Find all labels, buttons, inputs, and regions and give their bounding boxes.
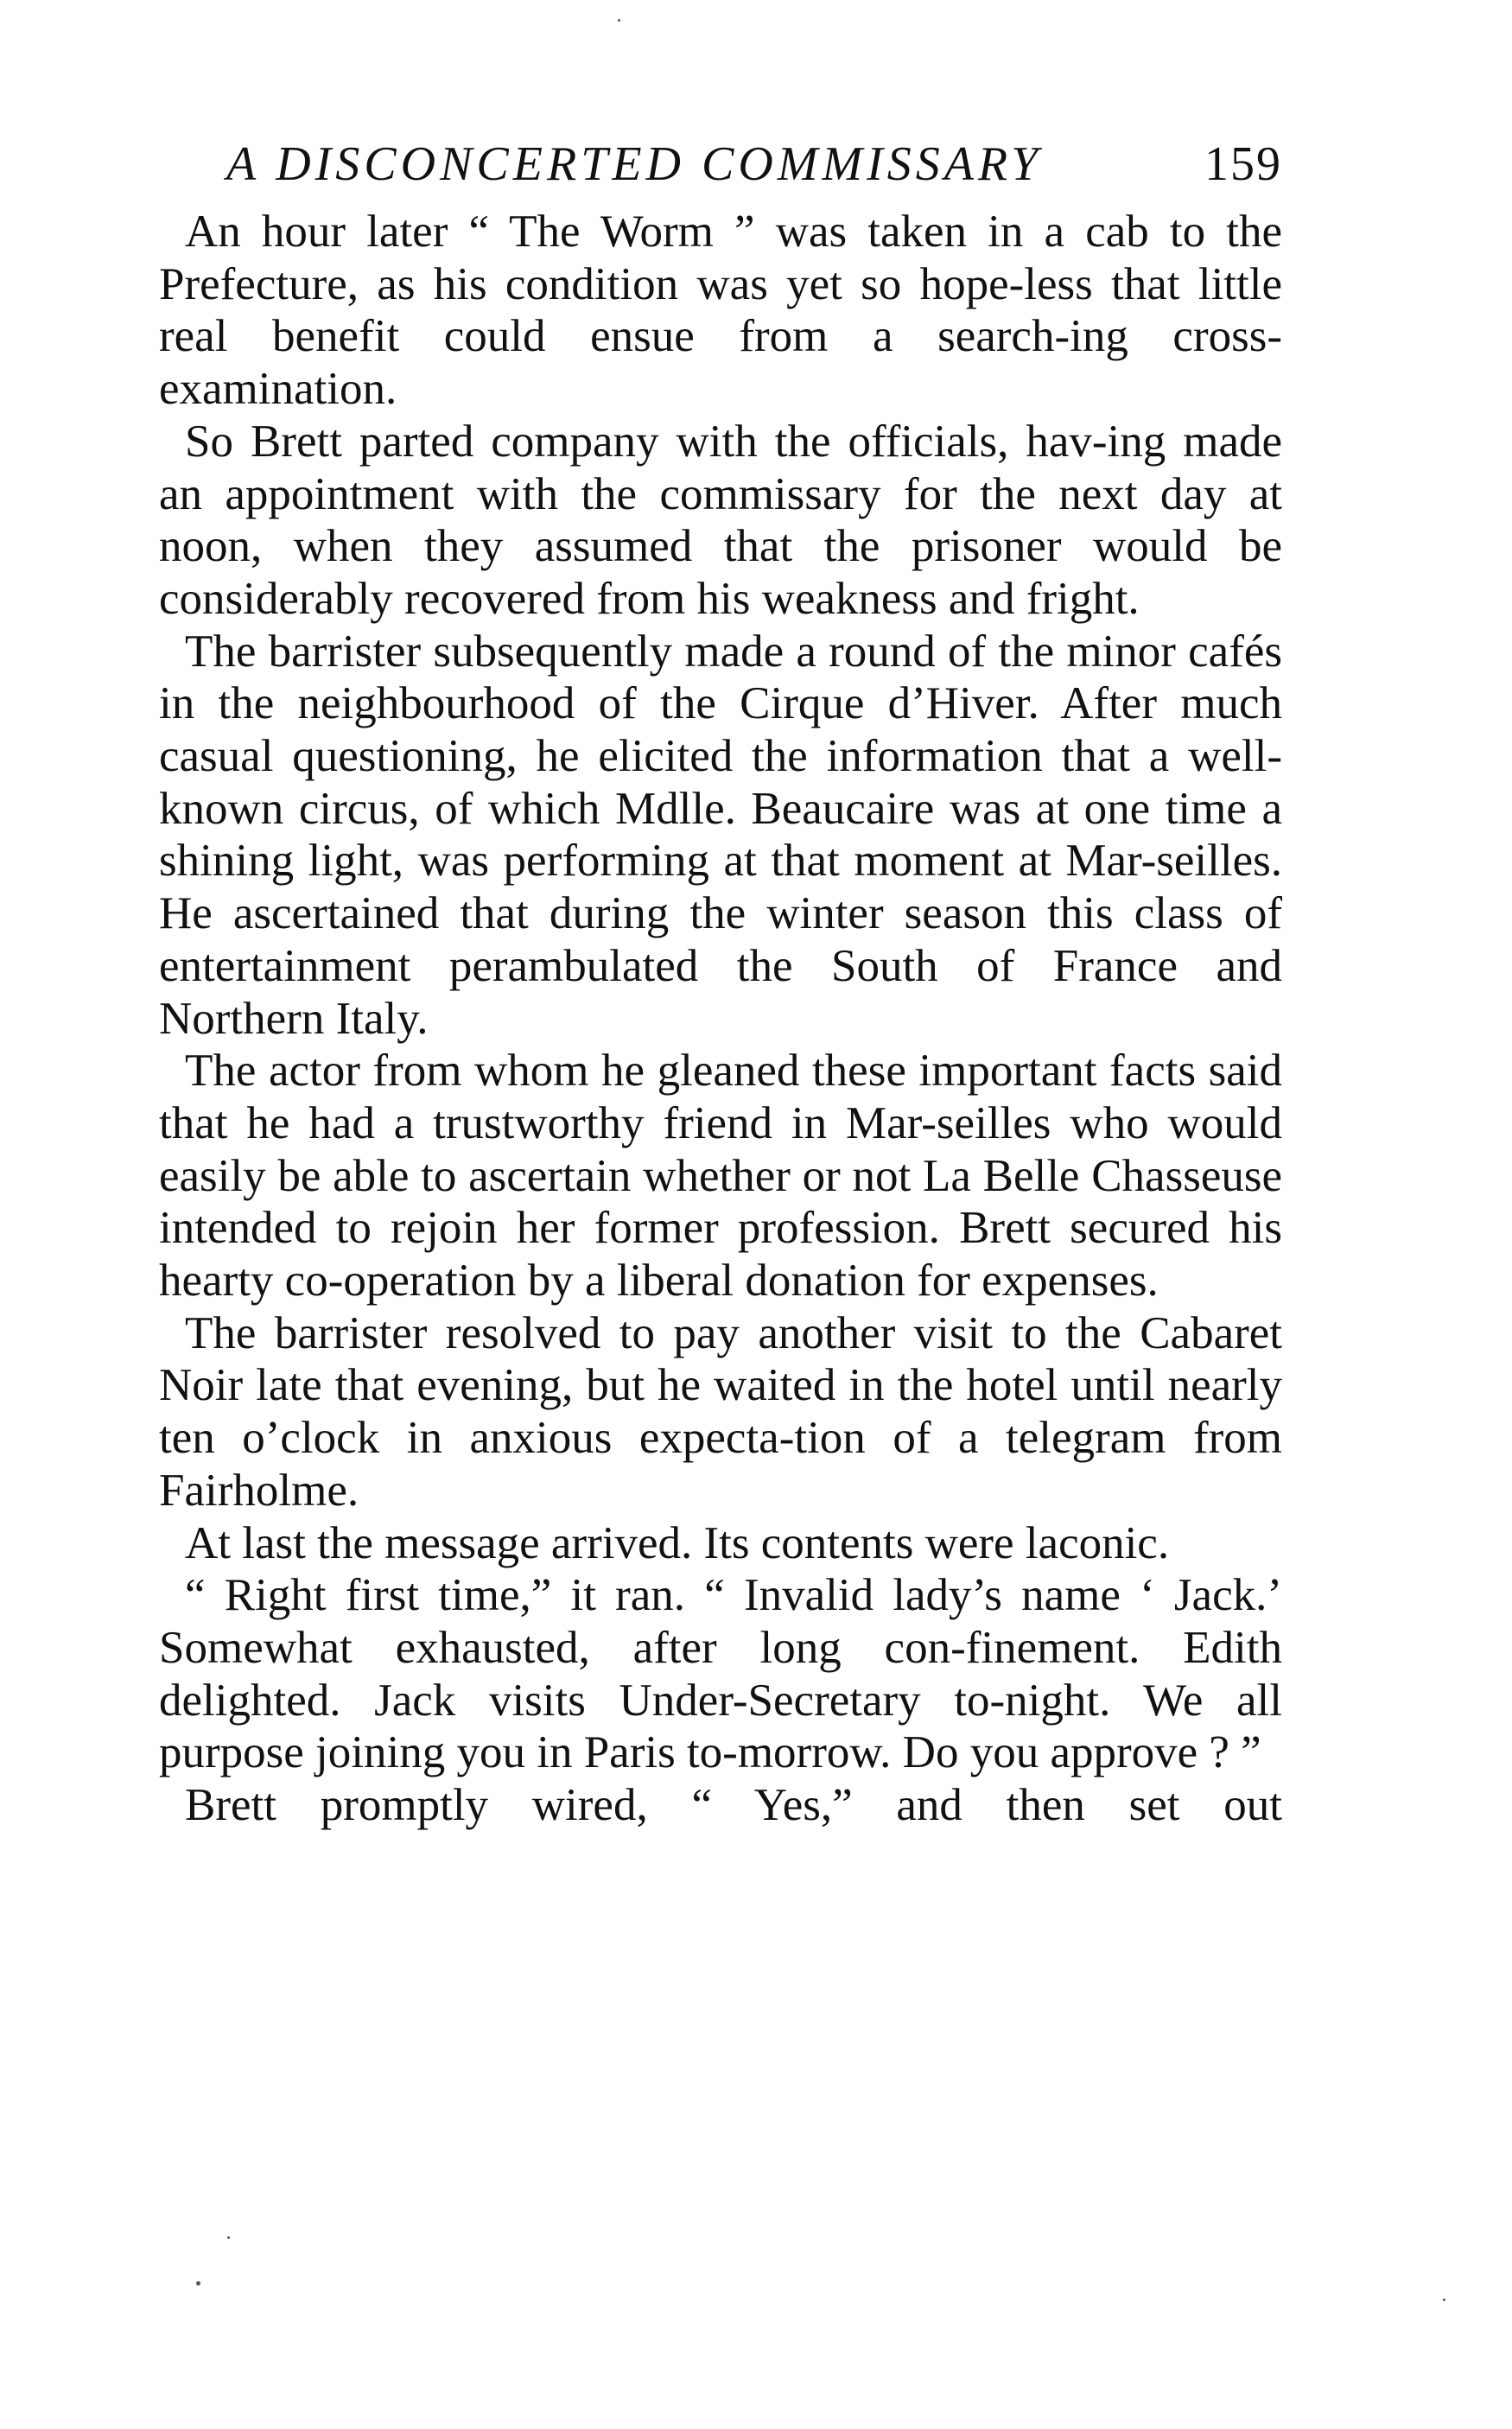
print-speck — [196, 2281, 200, 2286]
paragraph: The barrister subsequently made a round of the minor cafés in the neighbourhood of the Cirque d’Hiver. After much casual questioning, he elicited the information that a well-known circus, of which Mdlle. Beaucaire was at one time a shining light, was performing at that moment at Mar-seilles. He ascertained that during the winter season this class of entertainment perambulated the South of France and Northern Italy. — [159, 626, 1282, 1044]
paragraph: Brett promptly wired, “ Yes,” and then set out — [185, 1780, 1282, 1831]
paragraph: So Brett parted company with the officials, hav-ing made an appointment with the commissary for the next day at noon, when they assumed that the prisoner would be considerably recovered from his weakness and fright. — [159, 416, 1282, 624]
paragraph: An hour later “ The Worm ” was taken in a cab to the Prefecture, as his condition was yet so hope-less that little real benefit could ensue from a search-ing cross-examination. — [159, 207, 1282, 415]
running-title: A DISCONCERTED COMMISSARY — [226, 137, 1043, 191]
print-speck — [227, 2236, 230, 2239]
body-text — [159, 206, 1282, 1832]
paragraph: The actor from whom he gleaned these important facts said that he had a trustworthy friend in Mar-seilles who would easily be able to ascertain whether or not La Belle Chasseuse intended to rejoin her former profession. Brett secured his hearty co-operation by a liberal donation for expenses. — [159, 1046, 1282, 1307]
paragraph: The barrister resolved to pay another visit to the Cabaret Noir late that evening, but he waited in the hotel until nearly ten o’clock in anxious expecta-tion of a telegram from Fairholme. — [159, 1307, 1282, 1516]
print-speck — [618, 19, 620, 22]
paragraph: “ Right first time,” it ran. “ Invalid lady’s name ‘ Jack.’ Somewhat exhausted, after long con-finement. Edith delighted. Jack visits Under-Secretary to-night. We all purpose joining you in Paris to-morrow. Do you approve ? ” — [159, 1570, 1282, 1778]
print-speck — [1443, 2299, 1445, 2301]
page-number: 159 — [1204, 137, 1282, 191]
book-page — [159, 130, 1282, 1832]
running-head — [159, 130, 1282, 199]
paragraph: At last the message arrived. Its contents were laconic. — [185, 1517, 1170, 1568]
